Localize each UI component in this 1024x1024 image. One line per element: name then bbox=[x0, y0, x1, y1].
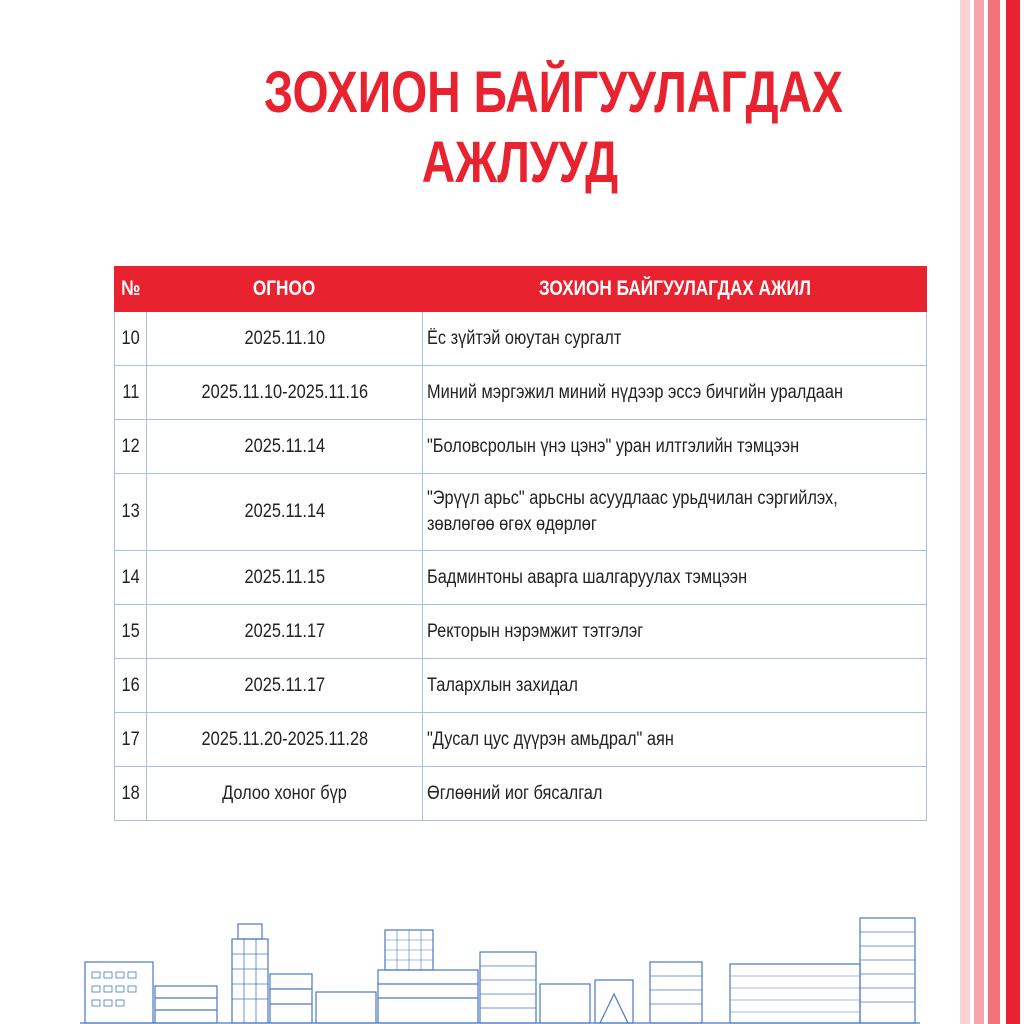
row-date: 2025.11.20-2025.11.28 bbox=[147, 713, 423, 767]
table-row bbox=[115, 713, 927, 767]
schedule-table bbox=[114, 266, 927, 821]
city-skyline-illustration bbox=[80, 914, 920, 1024]
row-number: 15 bbox=[115, 605, 147, 659]
table-row bbox=[115, 605, 927, 659]
table-row bbox=[115, 312, 927, 366]
title-line-2: АЖЛУУД bbox=[421, 130, 619, 195]
row-task: "Дусал цус дүүрэн амьдрал" аян bbox=[423, 713, 927, 767]
row-task: Өглөөний иог бясалгал bbox=[423, 767, 927, 821]
row-number: 16 bbox=[115, 659, 147, 713]
table-row bbox=[115, 659, 927, 713]
row-task-continuation: зөвлөгөө өгөх өдөрлөг bbox=[427, 514, 597, 535]
stripe-red bbox=[1006, 0, 1020, 1024]
decorative-stripes bbox=[960, 0, 1024, 1024]
stripe-salmon bbox=[988, 0, 1000, 1024]
row-number: 10 bbox=[115, 312, 147, 366]
row-task: Ёс зүйтэй оюутан сургалт bbox=[423, 312, 927, 366]
page-title bbox=[264, 58, 844, 198]
header-task: ЗОХИОН БАЙГУУЛАГДАХ АЖИЛ bbox=[423, 267, 927, 312]
row-number: 11 bbox=[115, 366, 147, 420]
table-header-row bbox=[115, 267, 927, 312]
title-line-1: ЗОХИОН БАЙГУУЛАГДАХ bbox=[264, 60, 844, 125]
table-row bbox=[115, 551, 927, 605]
row-date: 2025.11.15 bbox=[147, 551, 423, 605]
row-number: 17 bbox=[115, 713, 147, 767]
row-task: "Эрүүл арьс" арьсны асуудлаас урьдчилан сэргийлэх, зөвлөгөө өгөх өдөрлөг bbox=[423, 474, 927, 551]
stripe-pink bbox=[974, 0, 984, 1024]
table-row bbox=[115, 474, 927, 551]
row-date: 2025.11.14 bbox=[147, 474, 423, 551]
table-row bbox=[115, 366, 927, 420]
table-row bbox=[115, 767, 927, 821]
row-task: Талархлын захидал bbox=[423, 659, 927, 713]
row-number: 14 bbox=[115, 551, 147, 605]
row-date: Долоо хоног бүр bbox=[147, 767, 423, 821]
row-task: Миний мэргэжил миний нүдээр эссэ бичгийн уралдаан bbox=[423, 366, 927, 420]
row-date: 2025.11.14 bbox=[147, 420, 423, 474]
row-number: 18 bbox=[115, 767, 147, 821]
stripe-light bbox=[960, 0, 970, 1024]
header-number: № bbox=[115, 267, 147, 312]
row-task: Бадминтоны аварга шалгаруулах тэмцээн bbox=[423, 551, 927, 605]
row-number: 13 bbox=[115, 474, 147, 551]
row-date: 2025.11.10-2025.11.16 bbox=[147, 366, 423, 420]
header-date: ОГНОО bbox=[147, 267, 423, 312]
row-number: 12 bbox=[115, 420, 147, 474]
row-date: 2025.11.10 bbox=[147, 312, 423, 366]
row-date: 2025.11.17 bbox=[147, 659, 423, 713]
row-task: "Боловсролын үнэ цэнэ" уран илтгэлийн тэмцээн bbox=[423, 420, 927, 474]
row-date: 2025.11.17 bbox=[147, 605, 423, 659]
table-row bbox=[115, 420, 927, 474]
row-task: Ректорын нэрэмжит тэтгэлэг bbox=[423, 605, 927, 659]
